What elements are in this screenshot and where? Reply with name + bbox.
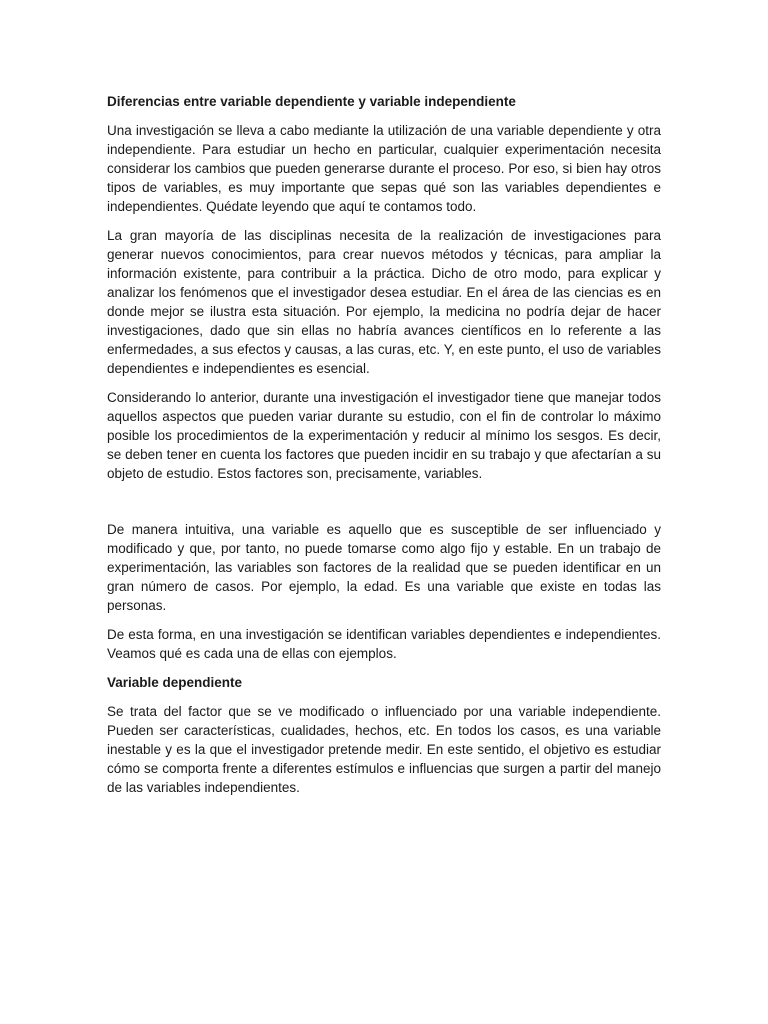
section-heading: Variable dependiente [107, 675, 243, 690]
paragraph: Una investigación se lleva a cabo mediante la utilización de una variable dependiente y otra independiente. Para estudiar un hecho en particular, cualquier experimentación necesita considerar los cambios que pueden generarse durante el proceso. Por eso, si bien hay otros tipos de variables, es muy importante que sepas qué son las variables dependientes e independientes. Quédate leyendo que aquí te contamos todo. [107, 123, 661, 214]
paragraph: Considerando lo anterior, durante una investigación el investigador tiene que manejar todos aquellos aspectos que pueden variar durante su estudio, con el fin de controlar lo máximo posible los procedimientos de la experimentación y reducir al mínimo los sesgos. Es decir, se deben tener en cuenta los factores que pueden incidir en su trabajo y que afectarían a su objeto de estudio. Estos factores son, precisamente, variables. [107, 390, 661, 481]
paragraph: Se trata del factor que se ve modificado o influenciado por una variable independiente. Pueden ser características, cualidades, hechos, etc. En todos los casos, es una variable inestable y es la que el investigador pretende medir. En este sentido, el objetivo es estudiar cómo se comporta frente a diferentes estímulos e influencias que surgen a partir del manejo de las variables independientes. [107, 704, 661, 795]
paragraph: De manera intuitiva, una variable es aquello que es susceptible de ser influenciado y modificado y que, por tanto, no puede tomarse como algo fijo y estable. En un trabajo de experimentación, las variables son factores de la realidad que se pueden identificar en un gran número de casos. Por ejemplo, la edad. Es una variable que existe en todas las personas. [107, 522, 661, 613]
blank-line [107, 493, 661, 520]
document-page [107, 92, 661, 807]
paragraph: La gran mayoría de las disciplinas necesita de la realización de investigaciones para generar nuevos conocimientos, para crear nuevos métodos y técnicas, para ampliar la información existente, para contribuir a la práctica. Dicho de otro modo, para explicar y analizar los fenómenos que el investigador desea estudiar. En el área de las ciencias es en donde mejor se ilustra esta situación. Por ejemplo, la medicina no podría dejar de hacer investigaciones, dado que sin ellas no habría avances científicos en lo referente a las enfermedades, a sus efectos y causas, a las curas, etc. Y, en este punto, el uso de variables dependientes e independientes es esencial. [107, 228, 661, 376]
paragraph: De esta forma, en una investigación se identifican variables dependientes e independientes. Veamos qué es cada una de ellas con ejemplos. [107, 627, 661, 661]
document-title: Diferencias entre variable dependiente y variable independiente [107, 94, 516, 109]
